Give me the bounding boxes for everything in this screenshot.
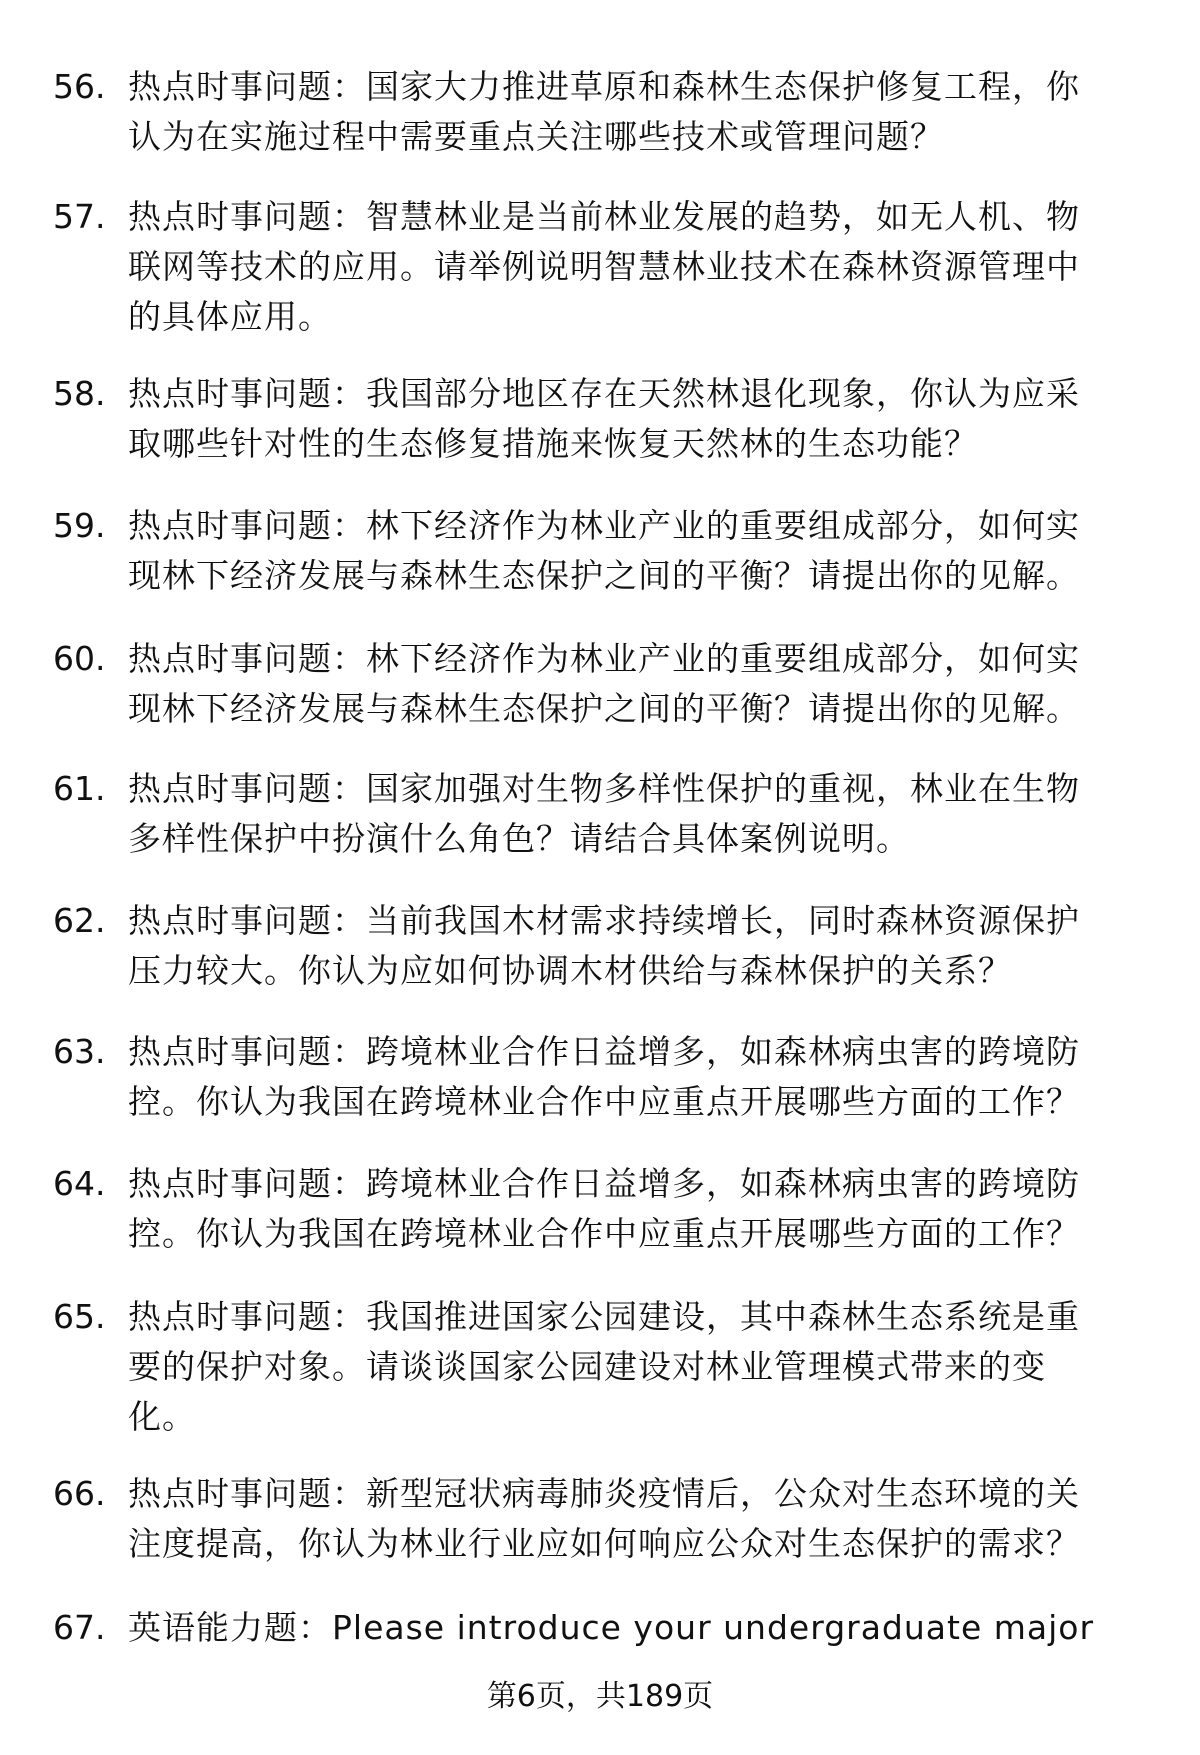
question-text [128, 501, 1080, 601]
question-number: 57. [53, 197, 106, 236]
question-line: 热点时事问题：我国部分地区存在天然林退化现象，你认为应采 [128, 374, 1080, 413]
question-number: 62. [53, 901, 106, 940]
question-line: 化。 [128, 1397, 196, 1436]
question-line: 热点时事问题：国家大力推进草原和森林生态保护修复工程，你 [128, 67, 1080, 106]
question-line: 控。你认为我国在跨境林业合作中应重点开展哪些方面的工作？ [128, 1214, 1080, 1253]
question-line: 注度提高，你认为林业行业应如何响应公众对生态保护的需求？ [128, 1524, 1080, 1563]
question-number: 64. [53, 1164, 106, 1203]
question-line: 热点时事问题：我国推进国家公园建设，其中森林生态系统是重 [128, 1297, 1080, 1336]
question-text [128, 1159, 1080, 1259]
question-number: 56. [53, 67, 106, 106]
question-number: 58. [53, 374, 106, 413]
question-line: 控。你认为我国在跨境林业合作中应重点开展哪些方面的工作？ [128, 1082, 1080, 1121]
question-line: 热点时事问题：林下经济作为林业产业的重要组成部分，如何实 [128, 506, 1080, 545]
question-line: 热点时事问题：跨境林业合作日益增多，如森林病虫害的跨境防 [128, 1164, 1080, 1203]
question-text [128, 634, 1080, 734]
question-line: 热点时事问题：新型冠状病毒肺炎疫情后，公众对生态环境的关 [128, 1474, 1080, 1513]
question-line: 热点时事问题：智慧林业是当前林业发展的趋势，如无人机、物 [128, 197, 1080, 236]
question-line: 要的保护对象。请谈谈国家公园建设对林业管理模式带来的变 [128, 1347, 1046, 1386]
question-line: 压力较大。你认为应如何协调木材供给与森林保护的关系？ [128, 951, 1012, 990]
question-number: 63. [53, 1032, 106, 1071]
question-line: 英语能力题：Please introduce your undergraduate major [128, 1608, 1095, 1647]
question-line: 联网等技术的应用。请举例说明智慧林业技术在森林资源管理中 [128, 247, 1080, 286]
question-text [128, 1027, 1080, 1127]
page-footer: 第6页，共189页 [486, 1679, 714, 1714]
question-line: 热点时事问题：林下经济作为林业产业的重要组成部分，如何实 [128, 639, 1080, 678]
question-line: 现林下经济发展与森林生态保护之间的平衡？请提出你的见解。 [128, 556, 1080, 595]
question-text [128, 1603, 1094, 1653]
question-text [128, 896, 1080, 996]
question-number: 60. [53, 639, 106, 678]
question-line: 认为在实施过程中需要重点关注哪些技术或管理问题？ [128, 117, 944, 156]
question-number: 59. [53, 506, 106, 545]
question-number: 61. [53, 769, 106, 808]
question-number: 66. [53, 1474, 106, 1513]
question-number: 65. [53, 1297, 106, 1336]
question-text [128, 1292, 1080, 1442]
question-line: 取哪些针对性的生态修复措施来恢复天然林的生态功能？ [128, 424, 978, 463]
question-line: 热点时事问题：跨境林业合作日益增多，如森林病虫害的跨境防 [128, 1032, 1080, 1071]
question-text [128, 1469, 1080, 1569]
question-number: 67. [53, 1608, 106, 1647]
question-line: 的具体应用。 [128, 297, 332, 336]
question-line: 热点时事问题：国家加强对生物多样性保护的重视，林业在生物 [128, 769, 1080, 808]
question-line: 现林下经济发展与森林生态保护之间的平衡？请提出你的见解。 [128, 689, 1080, 728]
question-text [128, 369, 1080, 469]
question-text [128, 764, 1080, 864]
question-line: 多样性保护中扮演什么角色？请结合具体案例说明。 [128, 819, 910, 858]
question-line: 热点时事问题：当前我国木材需求持续增长，同时森林资源保护 [128, 901, 1080, 940]
question-text [128, 62, 1080, 162]
question-text [128, 192, 1080, 342]
